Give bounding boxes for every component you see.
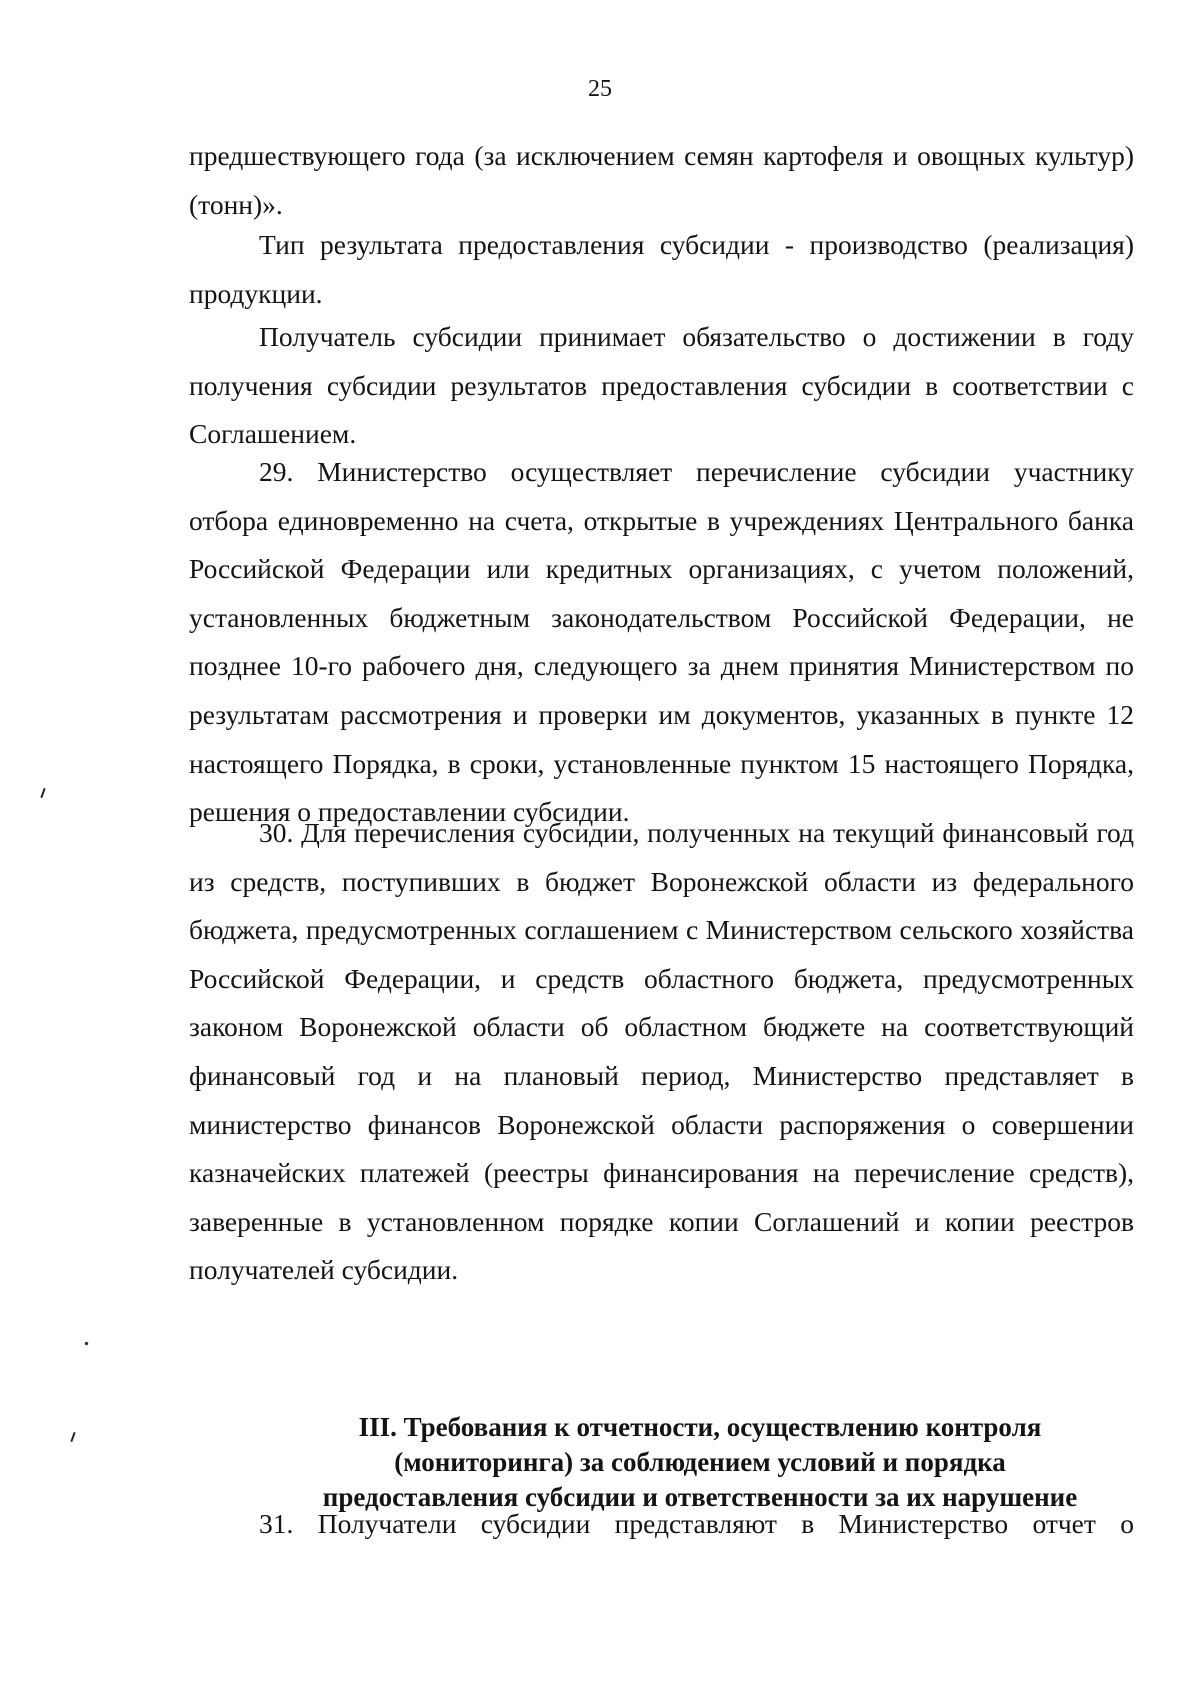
paragraph-obligation [189, 313, 1134, 459]
section-heading-line-2: (мониторинга) за соблюдением условий и порядка [394, 1447, 1006, 1477]
paragraph-31 [189, 1500, 1134, 1549]
paragraph-5: 30. Для перечисления субсидии, полученных на текущий финансовый год из средств, поступивших в бюджет Воронежской области из федерального бюджета, предусмотренных соглашением с Министерством сельского хозяйства Российской Федерации, и средств областного бюджета, предусмотренных законом Воронежской области об областном бюджете на соответствующий финансовый год и на плановый период, Министерство представляет в министерство финансов Воронежской области распоряжения о совершении казначейских платежей (реестры финансирования на перечисление средств), заверенные в установленном порядке копии Соглашений и копии реестров получателей субсидии. [189, 817, 1134, 1286]
section-heading-line-1: III. Требования к отчетности, осуществлению контроля [358, 1412, 1042, 1442]
paragraph-4: 29. Министерство осуществляет перечисление субсидии участнику отбора единовременно на счета, открытые в учреждениях Центрального банка Российской Федерации или кредитных организациях, с учетом положений, установленных бюджетным законодательством Российской Федерации, не позднее 10-го рабочего дня, следующего за днем принятия Министерством по результатам рассмотрения и проверки им документов, указанных в пункте 12 настоящего Порядка, в сроки, установленные пунктом 15 настоящего Порядка, решения о предоставлении субсидии. [189, 456, 1134, 828]
paragraph-1: предшествующего года (за исключением семян картофеля и овощных культур) (тонн)». [189, 140, 1134, 220]
paragraph-3: Получатель субсидии принимает обязательство о достижении в году получения субсидии результатов предоставления субсидии в соответствии с Соглашением. [189, 321, 1134, 450]
scan-mark [40, 788, 45, 798]
page-number: 25 [588, 76, 612, 102]
paragraph-result-type [189, 221, 1134, 318]
paragraph-2: Тип результата предоставления субсидии - производство (реализация) продукции. [189, 229, 1134, 309]
paragraph-30 [189, 809, 1134, 1295]
paragraph-continuation [189, 132, 1134, 229]
scan-mark [85, 1342, 89, 1346]
paragraph-6: 31. Получатели субсидии представляют в Министерство отчет о [259, 1508, 1134, 1539]
scan-mark [70, 1432, 75, 1442]
section-heading-line-3: предоставления субсидии и ответственности за их нарушение [322, 1482, 1078, 1512]
paragraph-29 [189, 448, 1134, 837]
